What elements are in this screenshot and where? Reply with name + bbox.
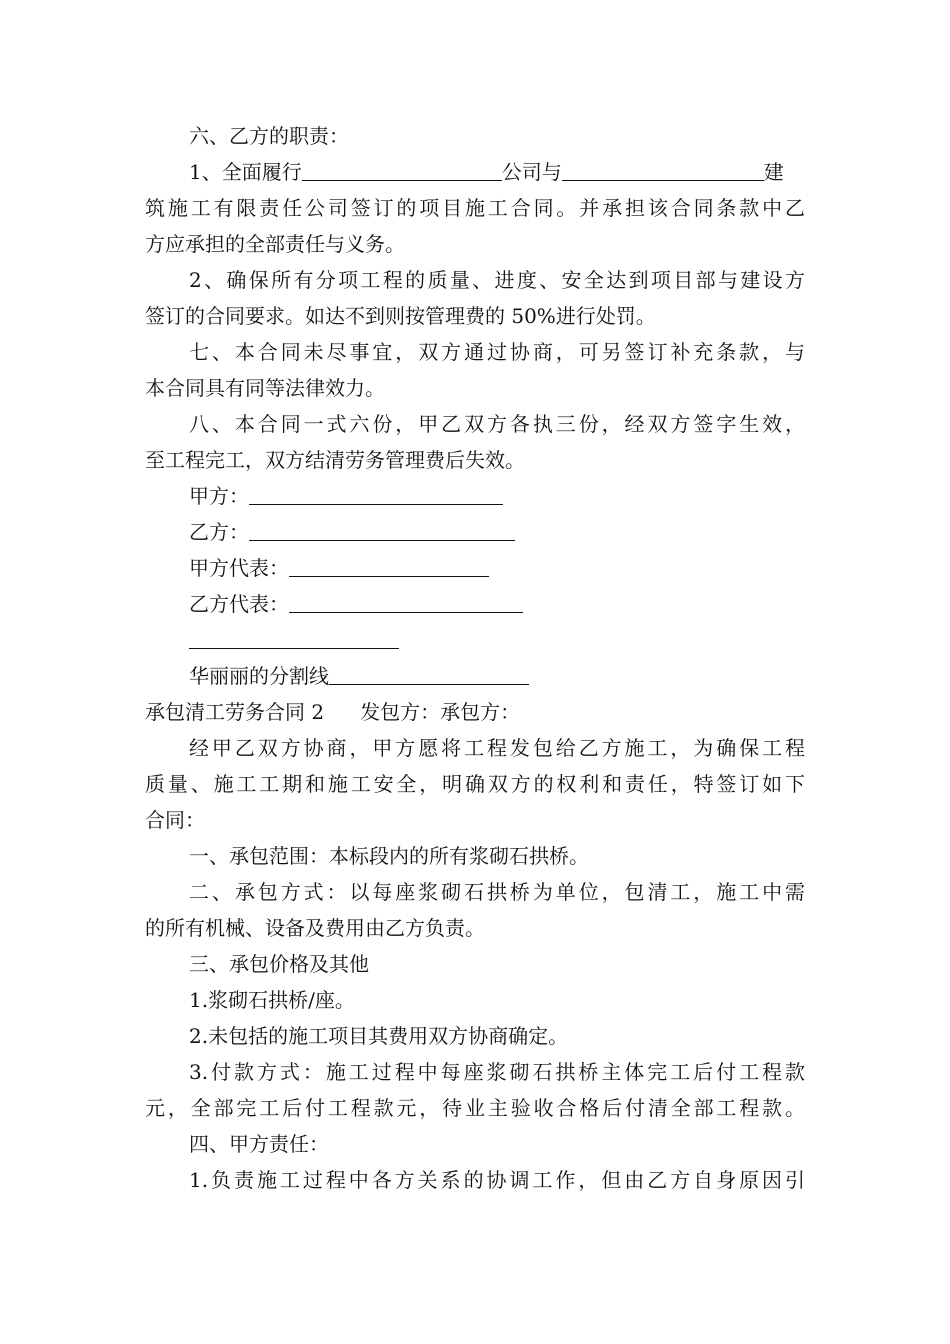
- signature-label: 乙方：: [189, 520, 249, 544]
- paragraph-line: 方应承担的全部责任与义务。: [145, 232, 405, 256]
- paragraph-line: 筑施工有限责任公司签订的项目施工合同。并承担该合同条款中乙: [145, 196, 805, 220]
- clause-text: 1、全面履行: [189, 160, 302, 184]
- signature-line-party-a: [145, 478, 805, 514]
- paragraph-line: [145, 154, 805, 190]
- paragraph-line: 签订的合同要求。如达不到则按管理费的 50%进行处罚。: [145, 304, 656, 328]
- paragraph-line: 合同：: [145, 808, 205, 832]
- document-page: [145, 118, 805, 1198]
- signature-line-rep-b: [145, 586, 805, 622]
- fill-blank: [302, 156, 502, 181]
- clause-text: 建: [763, 160, 784, 184]
- paragraph-line: 一、承包范围：本标段内的所有浆砌石拱桥。: [189, 844, 589, 868]
- signature-label: 甲方：: [189, 484, 249, 508]
- paragraph-line: 质量、施工工期和施工安全，明确双方的权利和责任，特签订如下: [145, 772, 805, 796]
- paragraph-line: 的所有机械、设备及费用由乙方负责。: [145, 916, 485, 940]
- fill-blank: [562, 156, 764, 181]
- paragraph-line: 本合同具有同等法律效力。: [145, 376, 385, 400]
- signature-blank: [249, 516, 515, 541]
- paragraph-line: 1.负责施工过程中各方关系的协调工作，但由乙方自身原因引: [189, 1168, 805, 1192]
- signature-line-rep-a: [145, 550, 805, 586]
- divider-label: 华丽丽的分割线: [189, 664, 329, 688]
- section-heading: 四、甲方责任：: [189, 1132, 329, 1156]
- section-heading: 三、承包价格及其他: [189, 952, 369, 976]
- signature-blank: [289, 552, 489, 577]
- blank-line: [145, 622, 805, 658]
- signature-label: 乙方代表：: [189, 592, 289, 616]
- paragraph-line: 八、本合同一式六份，甲乙双方各执三份，经双方签字生效，: [189, 412, 805, 436]
- paragraph-line: 至工程完工，双方结清劳务管理费后失效。: [145, 448, 525, 472]
- paragraph-line: 3.付款方式：施工过程中每座浆砌石拱桥主体完工后付工程款: [189, 1060, 805, 1084]
- signature-blank: [289, 588, 523, 613]
- paragraph-line: 经甲乙双方协商，甲方愿将工程发包给乙方施工，为确保工程: [189, 736, 805, 760]
- paragraph-line: 1.浆砌石拱桥/座。: [189, 988, 355, 1012]
- fill-blank: [189, 624, 399, 649]
- divider-line: [145, 658, 805, 694]
- divider-blank: [329, 660, 529, 685]
- signature-line-party-b: [145, 514, 805, 550]
- signature-blank: [249, 480, 503, 505]
- paragraph-line: 2、确保所有分项工程的质量、进度、安全达到项目部与建设方: [189, 268, 805, 292]
- contract-title: 承包清工劳务合同 2: [145, 700, 325, 724]
- paragraph-line: 七、本合同未尽事宜，双方通过协商，可另签订补充条款，与: [189, 340, 805, 364]
- clause-text: 公司与: [501, 160, 562, 184]
- section-heading: 六、乙方的职责：: [189, 124, 349, 148]
- signature-label: 甲方代表：: [189, 556, 289, 580]
- contract-title-line: [145, 694, 805, 730]
- paragraph-line: 二、承包方式：以每座浆砌石拱桥为单位，包清工，施工中需: [189, 880, 805, 904]
- parties-label: 发包方：承包方：: [360, 700, 521, 724]
- paragraph-line: 元，全部完工后付工程款元，待业主验收合格后付清全部工程款。: [145, 1096, 805, 1120]
- paragraph-line: 2.未包括的施工项目其费用双方协商确定。: [189, 1024, 569, 1048]
